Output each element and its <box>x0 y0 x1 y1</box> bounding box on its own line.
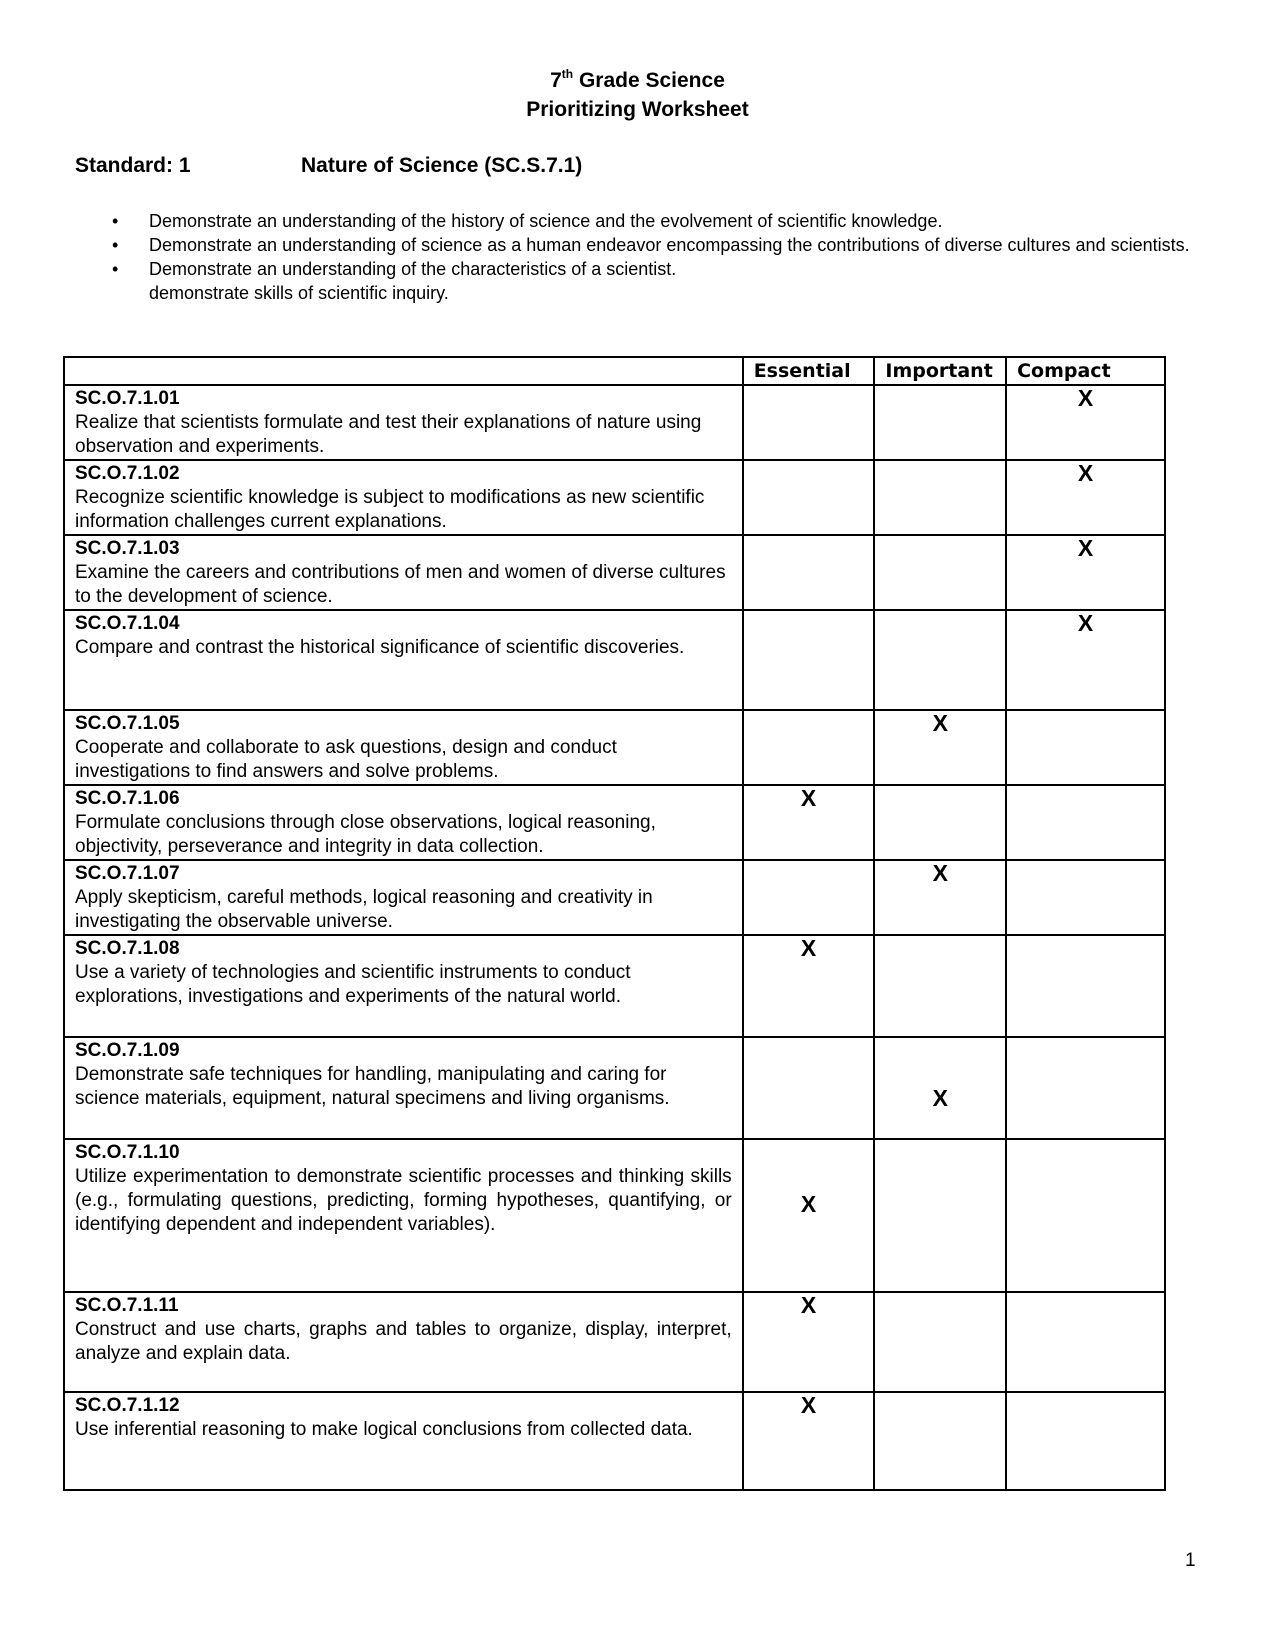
essential-mark-cell: X <box>743 1392 875 1490</box>
important-mark-cell: X <box>874 1037 1006 1139</box>
standard-code: SC.O.7.1.08 <box>75 938 180 959</box>
standard-code: SC.O.7.1.02 <box>75 463 180 484</box>
standard-description: Demonstrate safe techniques for handling, manipulating and caring for science materials, equipment, natural specimens and living organisms. <box>75 1064 670 1109</box>
standard-cell <box>64 710 743 785</box>
standard-cell <box>64 1392 743 1490</box>
grade-number: 7 <box>550 69 562 92</box>
essential-mark-cell <box>743 610 875 710</box>
bullet-icon: • <box>112 211 119 231</box>
essential-mark-cell <box>743 385 875 460</box>
table-row <box>64 535 1165 610</box>
table-row <box>64 385 1165 460</box>
standard-description: Use inferential reasoning to make logical conclusions from collected data. <box>75 1419 693 1440</box>
essential-mark-cell: X <box>743 935 875 1037</box>
important-mark-cell <box>874 935 1006 1037</box>
essential-mark-cell <box>743 860 875 935</box>
objective-text: Demonstrate an understanding of the history of science and the evolvement of scientific knowledge. <box>149 211 943 231</box>
compact-mark-cell <box>1006 1392 1165 1490</box>
standard-description: Use a variety of technologies and scientific instruments to conduct explorations, investigations and experiments of the natural world. <box>75 962 631 1007</box>
important-mark-cell <box>874 535 1006 610</box>
grade-title-rest: Grade Science <box>573 69 725 92</box>
table-header-row <box>64 357 1165 385</box>
standard-title: Nature of Science (SC.S.7.1) <box>301 154 583 177</box>
column-header-blank <box>64 357 743 385</box>
compact-mark-cell: X <box>1006 535 1165 610</box>
table-row <box>64 1037 1165 1139</box>
standard-code: SC.O.7.1.06 <box>75 788 180 809</box>
essential-mark-cell <box>743 535 875 610</box>
standard-cell <box>64 1139 743 1292</box>
important-mark-cell <box>874 460 1006 535</box>
essential-mark-cell <box>743 710 875 785</box>
table-row <box>64 1392 1165 1490</box>
essential-mark-cell: X <box>743 785 875 860</box>
prioritizing-table <box>63 356 1166 1491</box>
standard-label: Standard: 1 <box>75 154 191 177</box>
objective-bullet <box>112 209 1200 233</box>
essential-mark-cell <box>743 460 875 535</box>
column-header-essential: Essential <box>743 357 875 385</box>
document-subtitle: Prioritizing Worksheet <box>526 98 749 121</box>
grade-suffix: th <box>561 67 574 81</box>
standard-code: SC.O.7.1.07 <box>75 863 180 884</box>
standard-cell <box>64 860 743 935</box>
table-row <box>64 610 1165 710</box>
standard-description: Recognize scientific knowledge is subject to modifications as new scientific information challenges current explanations. <box>75 487 705 532</box>
compact-mark-cell: X <box>1006 610 1165 710</box>
compact-mark-cell <box>1006 860 1165 935</box>
standard-description: Realize that scientists formulate and test their explanations of nature using observation and experiments. <box>75 412 702 457</box>
standard-cell <box>64 460 743 535</box>
important-mark-cell <box>874 610 1006 710</box>
column-header-compact: Compact <box>1006 357 1165 385</box>
table-row <box>64 860 1165 935</box>
compact-mark-cell <box>1006 1037 1165 1139</box>
standard-code: SC.O.7.1.11 <box>75 1295 179 1316</box>
objective-text: Demonstrate an understanding of science as a human endeavor encompassing the contributions of diverse cultures and scientists. <box>149 235 1190 255</box>
standard-description: Examine the careers and contributions of men and women of diverse cultures to the development of science. <box>75 562 726 607</box>
table-row <box>64 1292 1165 1392</box>
essential-mark-cell: X <box>743 1139 875 1292</box>
important-mark-cell <box>874 1292 1006 1392</box>
standard-code: SC.O.7.1.12 <box>75 1395 180 1416</box>
compact-mark-cell: X <box>1006 385 1165 460</box>
standard-code: SC.O.7.1.04 <box>75 613 180 634</box>
standard-cell <box>64 385 743 460</box>
compact-mark-cell: X <box>1006 460 1165 535</box>
column-header-important: Important <box>874 357 1006 385</box>
standard-cell <box>64 1292 743 1392</box>
page-number: 1 <box>1185 1550 1196 1571</box>
standard-description: Utilize experimentation to demonstrate scientific processes and thinking skills (e.g., formulating questions, predicting, forming hypotheses, quantifying, or identifying dependent and independent variables). <box>75 1166 732 1235</box>
compact-mark-cell <box>1006 935 1165 1037</box>
standard-cell <box>64 610 743 710</box>
bullet-icon: • <box>112 235 119 255</box>
objective-continuation: demonstrate skills of scientific inquiry. <box>149 283 449 303</box>
standard-cell <box>64 535 743 610</box>
objective-bullet <box>112 233 1200 257</box>
document-title <box>0 68 1275 94</box>
compact-mark-cell <box>1006 1139 1165 1292</box>
table-row <box>64 710 1165 785</box>
essential-mark-cell: X <box>743 1292 875 1392</box>
bullet-icon: • <box>112 259 119 279</box>
compact-mark-cell <box>1006 1292 1165 1392</box>
standard-code: SC.O.7.1.01 <box>75 388 180 409</box>
table-row <box>64 935 1165 1037</box>
standard-code: SC.O.7.1.05 <box>75 713 180 734</box>
objectives-list <box>112 209 1200 305</box>
important-mark-cell: X <box>874 860 1006 935</box>
standard-code: SC.O.7.1.10 <box>75 1142 180 1163</box>
objective-text: Demonstrate an understanding of the characteristics of a scientist. <box>149 259 677 279</box>
standard-description: Formulate conclusions through close observations, logical reasoning, objectivity, perseverance and integrity in data collection. <box>75 812 656 857</box>
important-mark-cell: X <box>874 710 1006 785</box>
important-mark-cell <box>874 385 1006 460</box>
important-mark-cell <box>874 1139 1006 1292</box>
table-row <box>64 785 1165 860</box>
objective-bullet <box>112 257 1200 281</box>
standard-cell <box>64 935 743 1037</box>
standard-description: Compare and contrast the historical significance of scientific discoveries. <box>75 637 685 658</box>
standard-description: Construct and use charts, graphs and tables to organize, display, interpret, analyze and explain data. <box>75 1319 732 1364</box>
compact-mark-cell <box>1006 710 1165 785</box>
standard-code: SC.O.7.1.09 <box>75 1040 180 1061</box>
standard-description: Cooperate and collaborate to ask questions, design and conduct investigations to find answers and solve problems. <box>75 737 617 782</box>
standard-code: SC.O.7.1.03 <box>75 538 180 559</box>
table-body <box>64 385 1165 1490</box>
table-row <box>64 460 1165 535</box>
table-row <box>64 1139 1165 1292</box>
important-mark-cell <box>874 785 1006 860</box>
standard-cell <box>64 1037 743 1139</box>
important-mark-cell <box>874 1392 1006 1490</box>
standard-cell <box>64 785 743 860</box>
standard-description: Apply skepticism, careful methods, logical reasoning and creativity in investigating the observable universe. <box>75 887 653 932</box>
compact-mark-cell <box>1006 785 1165 860</box>
essential-mark-cell <box>743 1037 875 1139</box>
